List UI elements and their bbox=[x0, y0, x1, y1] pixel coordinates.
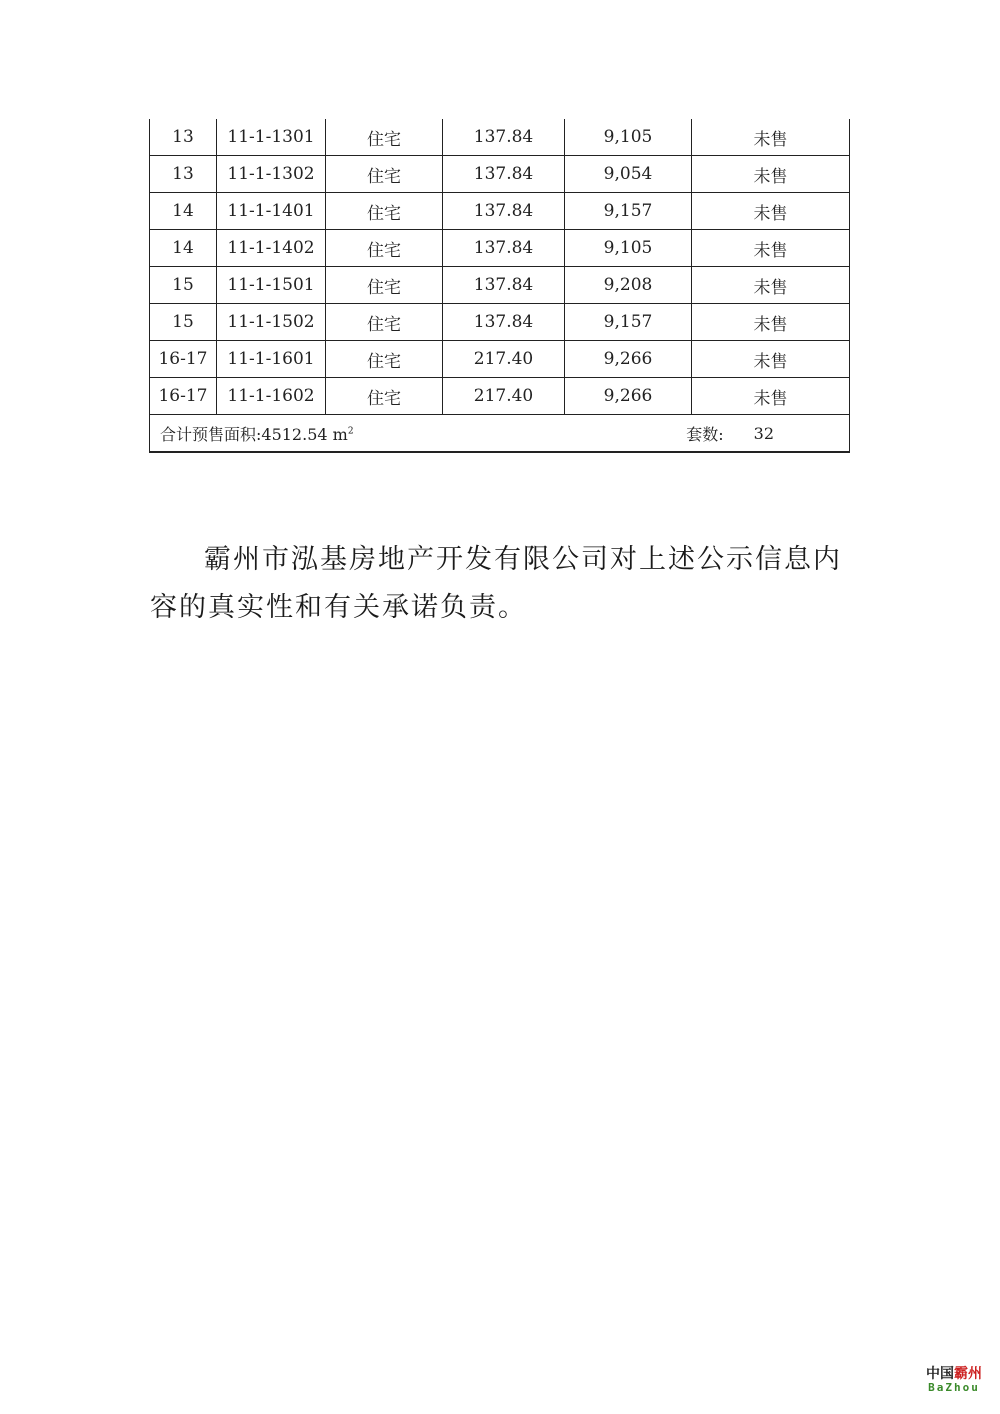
table-row bbox=[150, 119, 850, 156]
watermark-bz-text: 霸州 bbox=[954, 1365, 982, 1382]
unit-number-cell: 11-1-1601 bbox=[217, 341, 326, 378]
table-row bbox=[150, 193, 850, 230]
sale-status-cell: 未售 bbox=[692, 156, 850, 193]
unit-number-cell: 11-1-1602 bbox=[217, 378, 326, 415]
floor-cell: 14 bbox=[150, 193, 217, 230]
unit-price-cell: 9,208 bbox=[565, 267, 692, 304]
watermark-title bbox=[926, 1367, 982, 1382]
total-presale-area bbox=[160, 422, 686, 445]
unit-price-cell: 9,266 bbox=[565, 341, 692, 378]
usage-cell: 住宅 bbox=[326, 378, 443, 415]
unit-number-cell: 11-1-1302 bbox=[217, 156, 326, 193]
unit-price-cell: 9,105 bbox=[565, 230, 692, 267]
sale-status-cell: 未售 bbox=[692, 230, 850, 267]
summary-row bbox=[150, 415, 850, 453]
sale-status-cell: 未售 bbox=[692, 378, 850, 415]
table-body bbox=[150, 119, 850, 452]
floor-cell: 14 bbox=[150, 230, 217, 267]
unit-price-cell: 9,105 bbox=[565, 119, 692, 156]
unit-price-cell: 9,266 bbox=[565, 378, 692, 415]
usage-cell: 住宅 bbox=[326, 230, 443, 267]
presale-listing-table bbox=[149, 119, 850, 453]
area-cell: 137.84 bbox=[443, 156, 565, 193]
usage-cell: 住宅 bbox=[326, 267, 443, 304]
area-cell: 137.84 bbox=[443, 193, 565, 230]
site-watermark-logo bbox=[926, 1367, 982, 1394]
table-row bbox=[150, 267, 850, 304]
floor-cell: 15 bbox=[150, 304, 217, 341]
floor-cell: 13 bbox=[150, 156, 217, 193]
table-row bbox=[150, 341, 850, 378]
sale-status-cell: 未售 bbox=[692, 119, 850, 156]
usage-cell: 住宅 bbox=[326, 341, 443, 378]
floor-cell: 13 bbox=[150, 119, 217, 156]
sale-status-cell: 未售 bbox=[692, 267, 850, 304]
unit-number-cell: 11-1-1301 bbox=[217, 119, 326, 156]
floor-cell: 15 bbox=[150, 267, 217, 304]
responsibility-statement: 霸州市泓基房地产开发有限公司对上述公示信息内容的真实性和有关承诺负责。 bbox=[150, 544, 842, 623]
summary-cell bbox=[150, 415, 850, 453]
area-unit-superscript: 2 bbox=[347, 426, 354, 437]
usage-cell: 住宅 bbox=[326, 119, 443, 156]
sale-status-cell: 未售 bbox=[692, 304, 850, 341]
unit-price-cell: 9,157 bbox=[565, 304, 692, 341]
table-row bbox=[150, 304, 850, 341]
floor-cell: 16-17 bbox=[150, 378, 217, 415]
usage-cell: 住宅 bbox=[326, 193, 443, 230]
unit-number-cell: 11-1-1402 bbox=[217, 230, 326, 267]
area-cell: 137.84 bbox=[443, 119, 565, 156]
unit-number-cell: 11-1-1501 bbox=[217, 267, 326, 304]
unit-price-cell: 9,054 bbox=[565, 156, 692, 193]
sale-status-cell: 未售 bbox=[692, 341, 850, 378]
unit-count-label: 套数: bbox=[686, 424, 724, 444]
unit-number-cell: 11-1-1502 bbox=[217, 304, 326, 341]
area-cell: 217.40 bbox=[443, 341, 565, 378]
table-row bbox=[150, 156, 850, 193]
table-row bbox=[150, 378, 850, 415]
table-row bbox=[150, 230, 850, 267]
watermark-latin-text: BaZhou bbox=[928, 1380, 980, 1394]
total-presale-area-label: 合计预售面积:4512.54 m bbox=[160, 424, 348, 444]
sale-status-cell: 未售 bbox=[692, 193, 850, 230]
unit-number-cell: 11-1-1401 bbox=[217, 193, 326, 230]
usage-cell: 住宅 bbox=[326, 156, 443, 193]
area-cell: 137.84 bbox=[443, 230, 565, 267]
area-cell: 217.40 bbox=[443, 378, 565, 415]
watermark-cn-text: 中国 bbox=[926, 1365, 954, 1382]
unit-price-cell: 9,157 bbox=[565, 193, 692, 230]
area-cell: 137.84 bbox=[443, 267, 565, 304]
usage-cell: 住宅 bbox=[326, 304, 443, 341]
area-cell: 137.84 bbox=[443, 304, 565, 341]
floor-cell: 16-17 bbox=[150, 341, 217, 378]
unit-count-value: 32 bbox=[753, 423, 774, 443]
